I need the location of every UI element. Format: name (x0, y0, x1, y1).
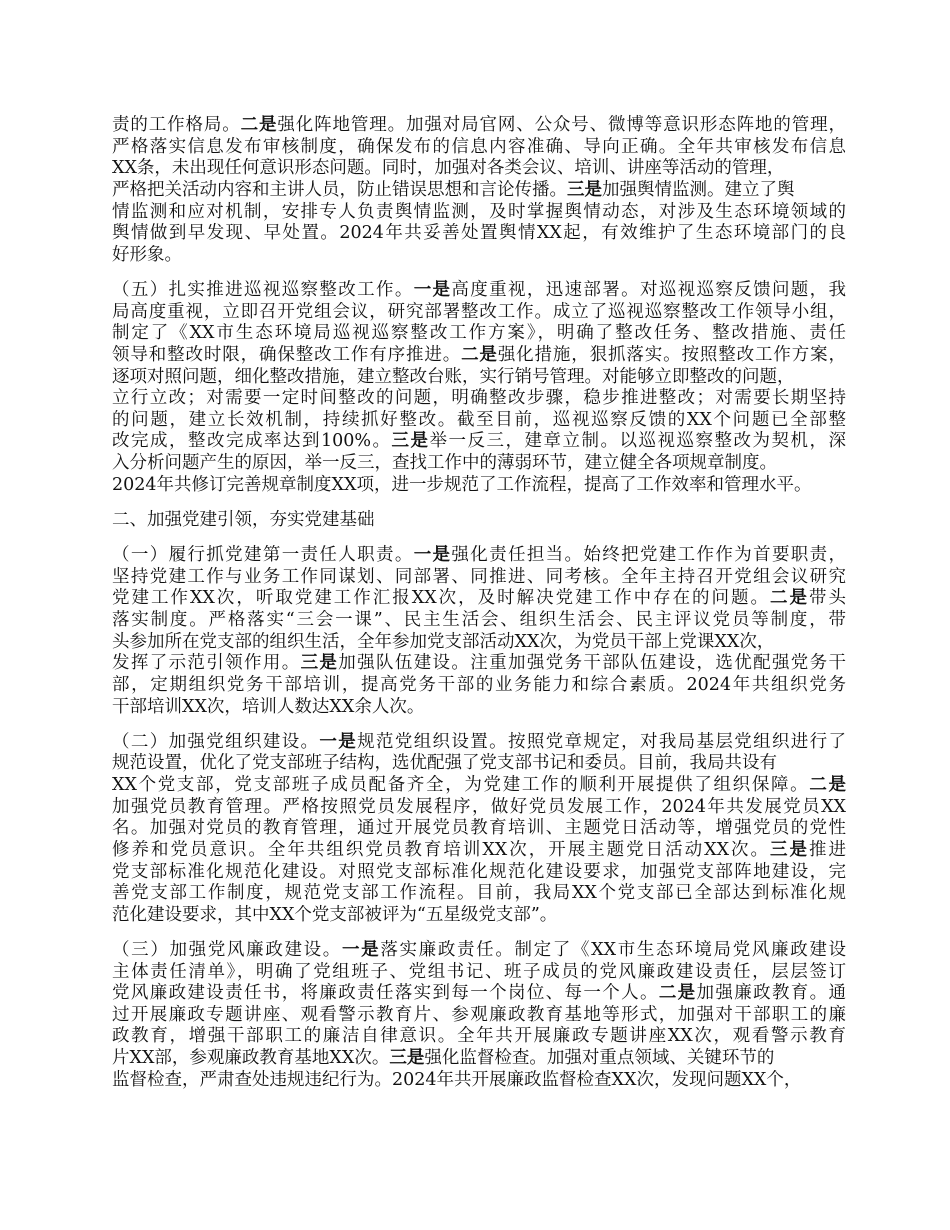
text-segment: 立行立改；对需要一定时间整改的问题，明确整改步骤，稳步推进整改；对需要长期坚持 (112, 388, 846, 409)
text-segment: 善党支部工作制度，规范党支部工作流程。目前，我局XX个党支部已全部达到标准化规 (112, 883, 846, 904)
text-segment: 举一反三，建章立制。以巡视巡察整改为契机，深 (429, 431, 847, 452)
text-line (112, 323, 846, 345)
text-line (112, 753, 846, 775)
bold-lead-text: 一是 (413, 279, 452, 300)
bold-lead-text: 二是 (809, 774, 846, 795)
paragraph (112, 545, 846, 718)
text-line (112, 962, 846, 984)
text-segment: 入分析问题产生的原因，举一反三，查找工作中的薄弱环节，建立健全各项规章制度。 (112, 453, 777, 474)
text-line (112, 345, 846, 367)
bold-lead-text: 三是 (389, 1048, 425, 1069)
text-segment: 强化监督检查。加强对重点领域、关键环节的 (424, 1048, 775, 1069)
text-segment: 带头 (809, 588, 847, 609)
text-segment: 制定了《XX市生态环境局巡视巡察整改工作方案》，明确了整改任务、整改措施、责任 (112, 323, 846, 344)
bold-lead-text: 一是 (341, 939, 381, 960)
text-segment: 舆情做到早发现、早处置。2024年共妥善处置舆情XX起，有效维护了生态环境部门的良 (112, 223, 846, 244)
text-segment: 政教育，增强干部职工的廉洁自律意识。全年共开展廉政专题讲座XX次，观看警示教育 (112, 1026, 846, 1047)
text-segment: 加强党员教育管理。严格按照党员发展程序，做好党员发展工作，2024年共发展党员XX (112, 796, 846, 817)
text-line (112, 775, 846, 797)
text-line (112, 510, 846, 532)
text-segment: XX条，未出现任何意识形态问题。同时，加强对各类会议、培训、讲座等活动的管理， (112, 158, 785, 179)
text-segment: XX个党支部，党支部班子成员配备齐全，为党建工作的顺利开展提供了组织保障。 (112, 774, 810, 795)
text-segment: 情监测和应对机制，安排专人负责舆情监测，及时掌握舆情动态，对涉及生态环境领域的 (112, 201, 846, 222)
text-line (112, 1026, 846, 1048)
text-line (112, 115, 846, 137)
text-line (112, 797, 846, 819)
text-segment: 片XX部，参观廉政教育基地XX次。 (112, 1048, 390, 1069)
text-line (112, 567, 846, 589)
text-line (112, 158, 846, 180)
text-segment: 严格落实信息发布审核制度，确保发布的信息内容准确、导向正确。全年共审核发布信息 (112, 136, 846, 157)
section-heading (112, 510, 846, 532)
text-segment: 强化措施，狠抓落实。按照整改工作方案， (497, 344, 847, 365)
bold-lead-text: 一是 (413, 545, 452, 566)
document-page (112, 115, 846, 1105)
text-segment: 党风廉政建设责任书，将廉政责任落实到每一个岗位、每一个人。 (112, 983, 659, 1004)
text-segment: 发挥了示范引领作用。 (112, 653, 301, 674)
text-line (112, 862, 846, 884)
text-segment: 二、加强党建引领，夯实党建基础 (112, 509, 375, 530)
text-segment: 加强舆情监测。建立了舆 (602, 179, 795, 200)
bold-lead-text: 二是 (770, 588, 810, 609)
text-line (112, 137, 846, 159)
text-line (112, 732, 846, 754)
paragraph (112, 115, 846, 266)
bold-lead-text: 二是 (658, 983, 697, 1004)
text-segment: （五）扎实推进巡视巡察整改工作。 (112, 279, 414, 300)
text-line (112, 588, 846, 610)
text-line (112, 1070, 846, 1092)
text-line (112, 697, 846, 719)
text-line (112, 410, 846, 432)
text-line (112, 840, 846, 862)
text-segment: 坚持党建工作与业务工作同谋划、同部署、同推进、同考核。全年主持召开党组会议研究 (112, 566, 846, 587)
text-line (112, 1005, 846, 1027)
bold-lead-text: 二是 (461, 344, 498, 365)
text-segment: 局高度重视，立即召开党组会议，研究部署整改工作。成立了巡视巡察整改工作领导小组， (112, 301, 846, 322)
text-segment: 改完成，整改完成率达到100%。 (112, 431, 392, 452)
text-segment: 头参加所在党支部的组织生活，全年参加党支部活动XX次，为党员干部上党课XX次， (112, 631, 775, 652)
text-line (112, 245, 846, 267)
paragraph (112, 280, 846, 496)
text-segment: 干部培训XX次，培训人数达XX余人次。 (112, 696, 425, 717)
text-segment: （二）加强党组织建设。 (112, 731, 320, 752)
paragraph (112, 940, 846, 1091)
text-line (112, 983, 846, 1005)
text-line (112, 280, 846, 302)
text-line (112, 180, 846, 202)
text-segment: 逐项对照问题，细化整改措施，建立整改台账，实行销号管理。对能够立即整改的问题， (112, 366, 795, 387)
text-segment: 领导和整改时限，确保整改工作有序推进。 (112, 344, 462, 365)
text-segment: 修养和党员意识。全年共组织党员教育培训XX次，开展主题党日活动XX次。 (112, 839, 771, 860)
bold-lead-text: 二是 (240, 115, 278, 135)
text-line (112, 1048, 846, 1070)
text-segment: 名。加强对党员的教育管理，通过开展党员教育培训、主题党日活动等，增强党员的党性 (112, 818, 846, 839)
text-line (112, 940, 846, 962)
text-line (112, 883, 846, 905)
text-line (112, 367, 846, 389)
text-segment: 强化责任担当。始终把党建工作作为首要职责， (451, 545, 847, 566)
text-segment: 推进 (809, 839, 847, 860)
text-segment: 部，定期组织党务干部培训，提高党务干部的业务能力和综合素质。2024年共组织党务 (112, 674, 846, 695)
text-line (112, 223, 846, 245)
text-segment: 加强廉政教育。通 (696, 983, 847, 1004)
text-segment: 落实廉政责任。制定了《XX市生态环境局党风廉政建设 (380, 939, 847, 960)
text-segment: 主体责任清单》，明确了党组班子、党组书记、班子成员的党风廉政建设责任，层层签订 (112, 961, 846, 982)
text-line (112, 475, 846, 497)
text-segment: 严格把关活动内容和主讲人员，防止错误思想和言论传播。 (112, 179, 567, 200)
text-segment: 党支部标准化规范化建设。对照党支部标准化规范化建设要求，加强党支部阵地建设，完 (112, 861, 846, 882)
text-segment: 加强队伍建设。注重加强党务干部队伍建设，选优配强党务干 (338, 653, 847, 674)
text-segment: 范化建设要求，其中XX个党支部被评为“五星级党支部”。 (112, 904, 558, 925)
text-line (112, 202, 846, 224)
text-segment: 监督检查，严肃查处违规违纪行为。2024年共开展廉政监督检查XX次，发现问题XX个， (112, 1069, 802, 1090)
text-segment: 好形象。 (112, 244, 182, 265)
text-segment: 的问题，建立长效机制，持续抓好整改。截至目前，巡视巡察反馈的XX个问题已全部整 (112, 409, 846, 430)
text-segment: 落实制度。严格落实“三会一课”、民主生活会、组织生活会、民主评议党员等制度，带 (112, 609, 846, 630)
bold-lead-text: 三是 (391, 431, 430, 452)
bold-lead-text: 三是 (567, 179, 602, 200)
bold-lead-text: 三是 (770, 839, 810, 860)
text-line (112, 610, 846, 632)
text-line (112, 905, 846, 927)
text-segment: 2024年共修订完善规章制度XX项，进一步规范了工作流程，提高了工作效率和管理水平。 (112, 474, 812, 495)
text-segment: （一）履行抓党建第一责任人职责。 (112, 545, 414, 566)
text-line (112, 302, 846, 324)
text-line (112, 388, 846, 410)
bold-lead-text: 一是 (319, 731, 358, 752)
paragraph (112, 732, 846, 927)
text-segment: 强化阵地管理。加强对局官网、公众号、微博等意识形态阵地的管理， (277, 115, 847, 135)
text-line (112, 675, 846, 697)
text-line (112, 453, 846, 475)
text-line (112, 818, 846, 840)
text-segment: （三）加强党风廉政建设。 (112, 939, 342, 960)
text-segment: 高度重视，迅速部署。对巡视巡察反馈问题，我 (451, 279, 847, 300)
text-segment: 责的工作格局。 (112, 115, 241, 135)
text-line (112, 431, 846, 453)
text-segment: 党建工作XX次，听取党建工作汇报XX次，及时解决党建工作中存在的问题。 (112, 588, 771, 609)
text-line (112, 632, 846, 654)
text-line (112, 545, 846, 567)
text-segment: 规范设置，优化了党支部班子结构，选优配强了党支部书记和委员。目前，我局共设有 (112, 753, 777, 774)
bold-lead-text: 三是 (300, 653, 339, 674)
text-segment: 规范党组织设置。按照党章规定，对我局基层党组织进行了 (357, 731, 847, 752)
text-line (112, 653, 846, 675)
text-segment: 过开展廉政专题讲座、观看警示教育片、参观廉政教育基地等形式，加强对干部职工的廉 (112, 1004, 846, 1025)
